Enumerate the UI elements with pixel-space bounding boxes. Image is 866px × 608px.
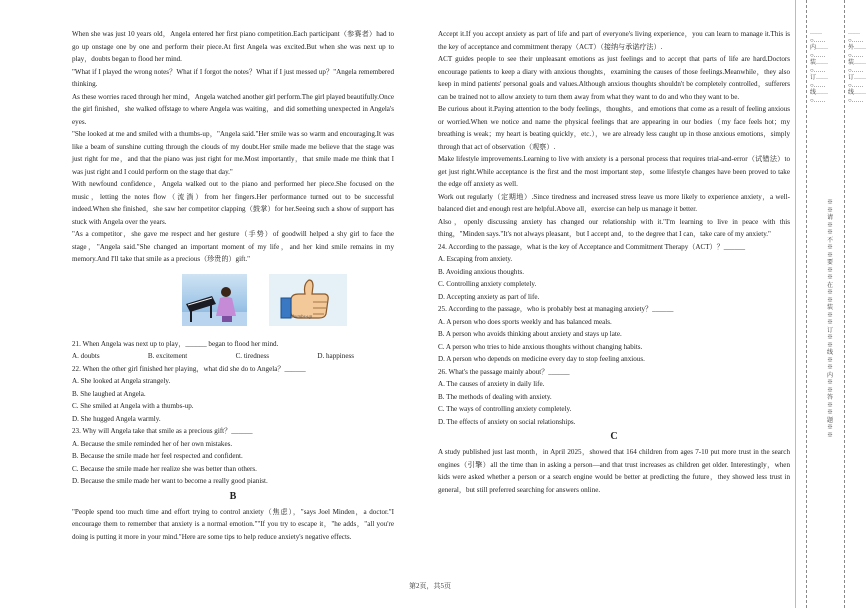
image-caption: thumbs-up xyxy=(291,315,313,320)
passage-illustrations xyxy=(182,274,394,326)
binding-inner-label: ……○……内……○……装……○……订……○……线……○…… xyxy=(810,30,829,104)
question-24-stem: 24. According to the passage，what is the key of Acceptance and Commitment Therapy（ACT）？______ xyxy=(438,242,745,251)
option-24-d[interactable]: D. Accepting anxiety as part of life. xyxy=(438,292,540,301)
question-23-stem: 23. Why will Angela take that smile as a precious gift？______ xyxy=(72,427,253,435)
option-21-b[interactable]: B. excitement xyxy=(147,352,188,360)
passage-b-paragraph-3: ACT guides people to see their unpleasant emotions as just feelings and to accept that parts of life are hard.Doctors encourage patients to keep a diary with anxious thoughts，examining the causes of those feelings.Meanwhile，they also keep in mind patients' personal goals and values.Although anxious thoughts shouldn't be completely controlled，sufferers can be trained not to allow anxiety to turn them away from what they want to do and who they want to be. xyxy=(438,55,790,101)
girl-playing-piano-image xyxy=(182,274,247,326)
passage-c-paragraph-1: A study published just last month，in April 2025，showed that 164 children from ages 7-10 put more trust in the search engines（引擎）all the time than in asking a person—and that trust increases as children get older. Interestingly，when kids were asked whether a person or a search engine would be better at predicting the future，they showed less trust in general，but still preferred searching for answers online. xyxy=(438,448,790,494)
option-26-d[interactable]: D. The effects of anxiety on social relationships. xyxy=(438,417,576,426)
option-26-b[interactable]: B. The methods of dealing with anxiety. xyxy=(438,392,552,401)
option-22-c[interactable]: C. She smiled at Angela with a thumbs-up. xyxy=(72,402,194,410)
option-24-a[interactable]: A. Escaping from anxiety. xyxy=(438,255,513,263)
option-26-c[interactable]: C. The ways of controlling anxiety completely. xyxy=(438,405,572,413)
option-21-a[interactable]: A. doubts xyxy=(72,352,100,360)
question-26-stem: 26. What's the passage mainly about？______ xyxy=(438,367,570,376)
option-24-c[interactable]: C. Controlling anxiety completely. xyxy=(438,280,537,288)
question-21-options xyxy=(72,350,394,363)
section-b-heading: B xyxy=(229,490,237,502)
passage-b-paragraph-4: Be curious about it.Paying attention to the body feelings，thoughts，and emotions that come as a result of feeling anxious or worried.When we notice and name the physical feelings that are appearing in our bodies（my face feels hot；my breathing is weak；my heart is beating quickly，etc.），we are already less caught up in those anxious emotions，simply through that act of observation（观察）. xyxy=(438,105,790,151)
passage-a-paragraph-3: As these worries raced through her mind，Angela watched another girl perform.The girl played beautifully.Once the girl finished，she walked offstage to where Angela was waiting，and did something unexpected in Angela's eyes. xyxy=(72,92,394,126)
passage-a-paragraph-4: "She looked at me and smiled with a thumbs-up，"Angela said."Her smile was so warm and encouraging.It was like a beam of sunshine cutting through the clouds of my doubt.Her smile made me believe that the stage was just right for me，and that the piano was just right for me.Most importantly，that smile made me think that I was just right and I could perform on the stage that day." xyxy=(72,130,394,176)
option-26-a[interactable]: A. The causes of anxiety in daily life. xyxy=(438,380,545,388)
page-number: 第2页，共5页 xyxy=(409,582,451,590)
option-23-c[interactable]: C. Because the smile made her realize she was better than others. xyxy=(72,464,257,473)
section-c-heading: C xyxy=(610,431,618,442)
binding-outer-label: ……○……外……○……装……○……订……○……线……○…… xyxy=(848,30,866,104)
binding-notice: ※※请※※不※※要※※在※※装※※订※※线※※内※※答※※题※※ xyxy=(826,200,833,439)
question-25-stem: 25. According to the passage，who is probably best at managing anxiety？______ xyxy=(438,305,674,313)
passage-b-paragraph-7: Also，openly discussing anxiety has changed our relationship with it."I'm learning to live in peace with this thing，"Minden says."It's not always pleasant，but I accept and，to the degree that I can，take care of my anxiety." xyxy=(438,217,790,238)
thumbs-up-image xyxy=(269,274,347,326)
question-21-stem: 21. When Angela was next up to play，______ began to flood her mind. xyxy=(72,339,279,348)
binding-cut-line-inner xyxy=(806,0,807,608)
option-23-a[interactable]: A. Because the smile reminded her of her own mistakes. xyxy=(72,439,233,448)
left-column xyxy=(72,28,394,543)
option-23-d[interactable]: D. Because the smile made her want to become a really good pianist. xyxy=(72,477,268,485)
passage-a-paragraph-5: With newfound confidence，Angela walked out to the piano and performed her piece.She focused on the music，letting the notes flow（流淌）from her fingers.Her performance turned out to be successful indeed.When she finished，she saw her competitor clapping（鼓掌）for her.Seeing such a show of support has stuck with Angela over the years. xyxy=(72,180,394,226)
option-25-b[interactable]: B. A person who avoids thinking about anxiety and stays up late. xyxy=(438,330,622,338)
option-23-b[interactable]: B. Because the smile made her feel respected and confident. xyxy=(72,452,243,460)
right-column xyxy=(438,28,790,496)
option-22-d[interactable]: D. She hugged Angela warmly. xyxy=(72,414,161,423)
passage-b-paragraph-1: "People spend too much time and effort trying to control anxiety（焦虑），"says Joel Minden，a doctor."I encourage them to remember that anxiety is a normal emotion.""If you try to escape it，"he adds，"all you're doing is putting it more in your mind."Here are some tips to help reduce anxiety's negative effects. xyxy=(72,507,394,541)
option-22-a[interactable]: A. She looked at Angela strangely. xyxy=(72,377,171,385)
passage-a-paragraph-2: "What if I played the wrong notes？What if I forgot the notes？What if I just messed up？"Angela remembered thinking. xyxy=(72,67,394,88)
option-22-b[interactable]: B. She laughed at Angela. xyxy=(72,389,146,398)
binding-cut-line-outer xyxy=(844,0,845,608)
passage-b-paragraph-5: Make lifestyle improvements.Learning to live with anxiety is a personal process that requires trial-and-error（试错法）to get just right.While acceptance is the first and the most important step，some lifestyle changes have been proved to take the edge off anxiety as well. xyxy=(438,155,790,188)
option-21-d[interactable]: D. happiness xyxy=(317,352,354,360)
option-25-c[interactable]: C. A person who tries to hide anxious thoughts without changing habits. xyxy=(438,342,643,351)
passage-a-paragraph-1: When she was just 10 years old，Angela entered her first piano competition.Each participant（参赛者）had to go up onstage one by one and perform their piece.At first Angela was excited.But when she was next up to play，doubts began to flood her mind. xyxy=(72,30,394,63)
passage-b-paragraph-2: Accept it.If you accept anxiety as part of life and part of everyone's living experience，you can learn to manage it.This is the key of acceptance and commitment therapy（ACT）（接纳与承诺疗法）. xyxy=(438,30,790,51)
option-21-c[interactable]: C. tiredness xyxy=(235,352,270,360)
binding-margin xyxy=(795,0,866,608)
option-24-b[interactable]: B. Avoiding anxious thoughts. xyxy=(438,267,524,276)
option-25-d[interactable]: D. A person who depends on medicine every day to stop feeling anxious. xyxy=(438,355,645,363)
question-22-stem: 22. When the other girl finished her playing，what did she do to Angela？______ xyxy=(72,364,306,373)
option-25-a[interactable]: A. A person who does sports weekly and has balanced meals. xyxy=(438,317,612,326)
passage-a-paragraph-6: "As a competitor，she gave me respect and her gesture（手势）of goodwill helped a shy girl to face the stage，"Angela said."She changed an important moment of my life，and her kind smile remains in my memory.And I'll take that smile as a precious（珍贵的）gift." xyxy=(72,230,394,263)
passage-b-paragraph-6: Work out regularly（定期地）.Since tiredness and increased stress leave us more likely to experience anxiety，a well-balanced diet and enough rest are helpful.Above all，exercise can help us manage it better. xyxy=(438,192,790,213)
